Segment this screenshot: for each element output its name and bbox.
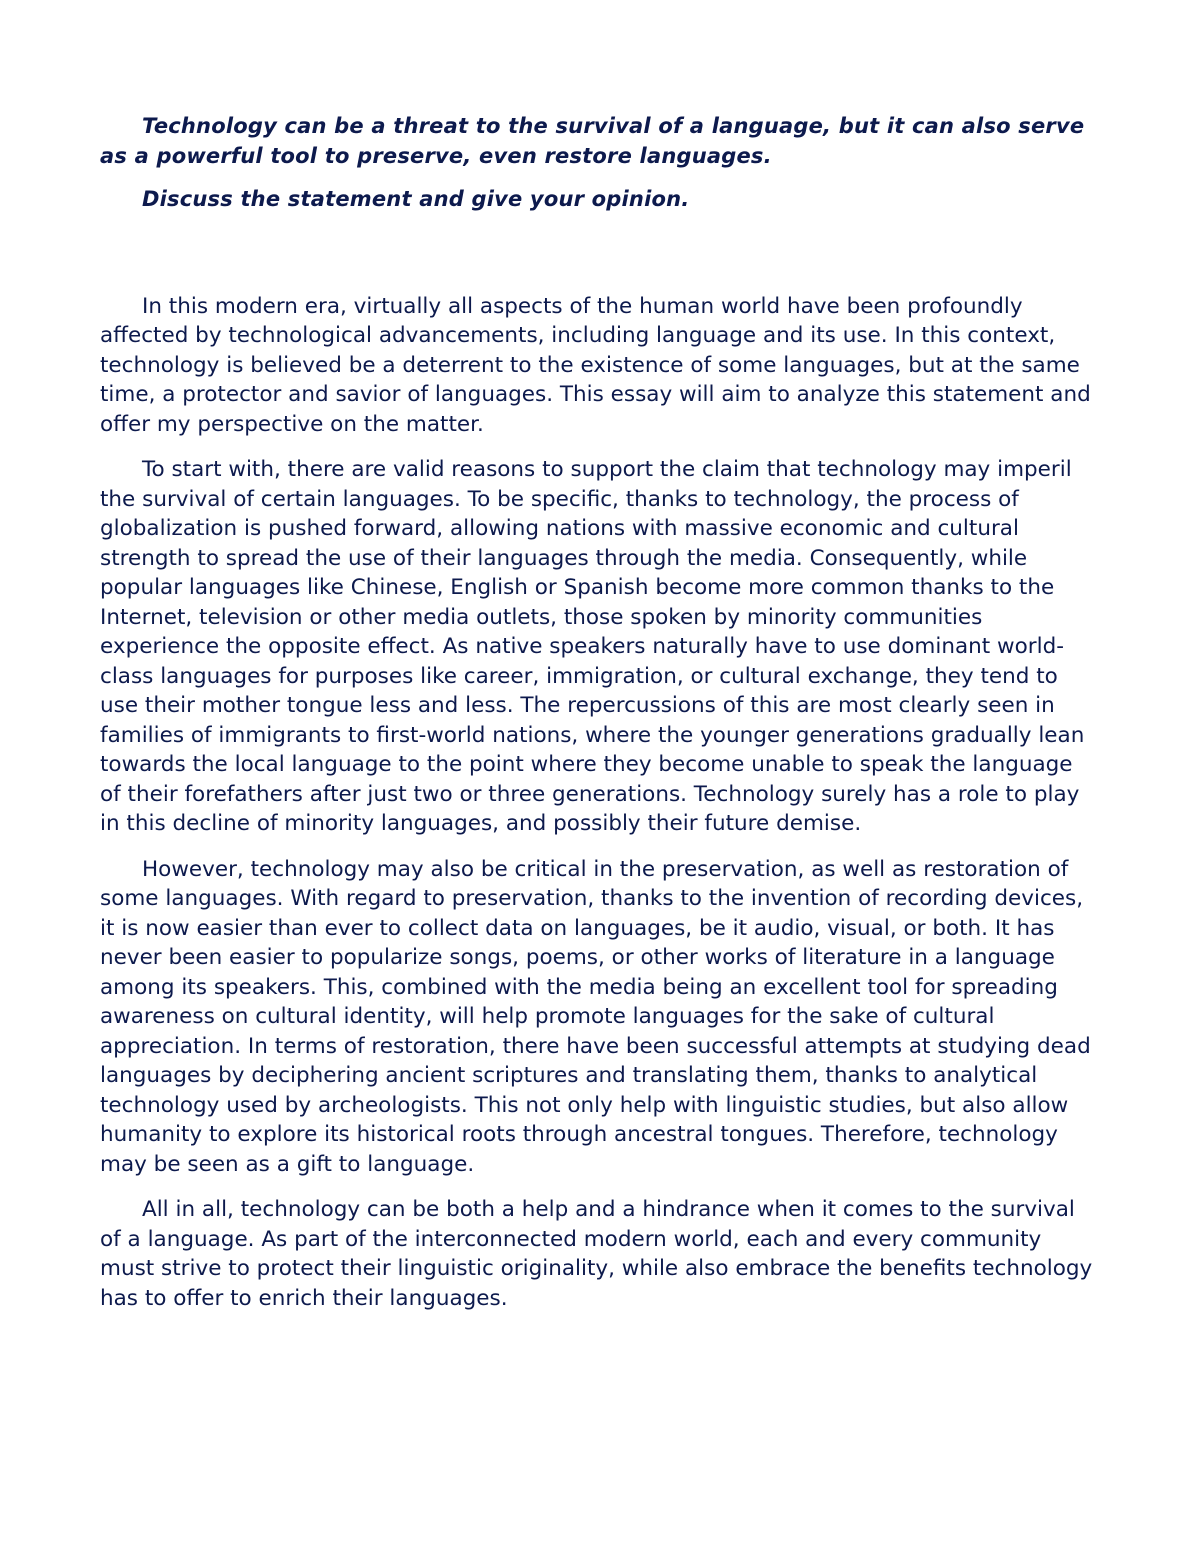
document-page <box>100 112 1100 1329</box>
essay-body <box>100 292 1100 1314</box>
essay-paragraph-threat: To start with, there are valid reasons to support the claim that technology may imperil the survival of certain languages. To be specific, thanks to technology, the process of globalization is pushed forward, allowing nations with massive economic and cultural strength to spread the use of their languages through the media. Consequently, while popular languages like Chinese, English or Spanish become more common thanks to the Internet, television or other media outlets, those spoken by minority communities experience the opposite effect. As native speakers naturally have to use dominant world-class languages for purposes like career, immigration, or cultural exchange, they tend to use their mother tongue less and less. The repercussions of this are most clearly seen in families of immigrants to first-world nations, where the younger generations gradually lean towards the local language to the point where they become unable to speak the language of their forefathers after just two or three generations. Technology surely has a role to play in this decline of minority languages, and possibly their future demise. <box>100 457 1085 836</box>
essay-paragraph-preservation: However, technology may also be critical in the preservation, as well as restoration of some languages. With regard to preservation, thanks to the invention of recording devices, it is now easier than ever to collect data on languages, be it audio, visual, or both. It has never been easier to popularize songs, poems, or other works of literature in a language among its speakers. This, combined with the media being an excellent tool for spreading awareness on cultural identity, will help promote languages for the sake of cultural appreciation. In terms of restoration, there have been successful attempts at studying dead languages by deciphering ancient scriptures and translating them, thanks to analytical technology used by archeologists. This not only help with linguistic studies, but also allow humanity to explore its historical roots through ancestral tongues. Therefore, technology may be seen as a gift to language. <box>100 856 1091 1177</box>
essay-paragraph-introduction: In this modern era, virtually all aspects of the human world have been profoundly affected by technological advancements, including language and its use. In this context, technology is believed be a deterrent to the existence of some languages, but at the same time, a protector and savior of languages. This essay will aim to analyze this statement and offer my perspective on the matter. <box>100 293 1091 437</box>
essay-paragraph-conclusion: All in all, technology can be both a help and a hindrance when it comes to the survival of a language. As part of the interconnected modern world, each and every community must strive to protect their linguistic originality, while also embrace the benefits technology has to offer to enrich their languages. <box>100 1197 1093 1311</box>
prompt-instruction: Discuss the statement and give your opinion. <box>142 187 690 211</box>
prompt-statement: Technology can be a threat to the survival of a language, but it can also serve as a powerful tool to preserve, even restore languages. <box>100 114 1085 168</box>
